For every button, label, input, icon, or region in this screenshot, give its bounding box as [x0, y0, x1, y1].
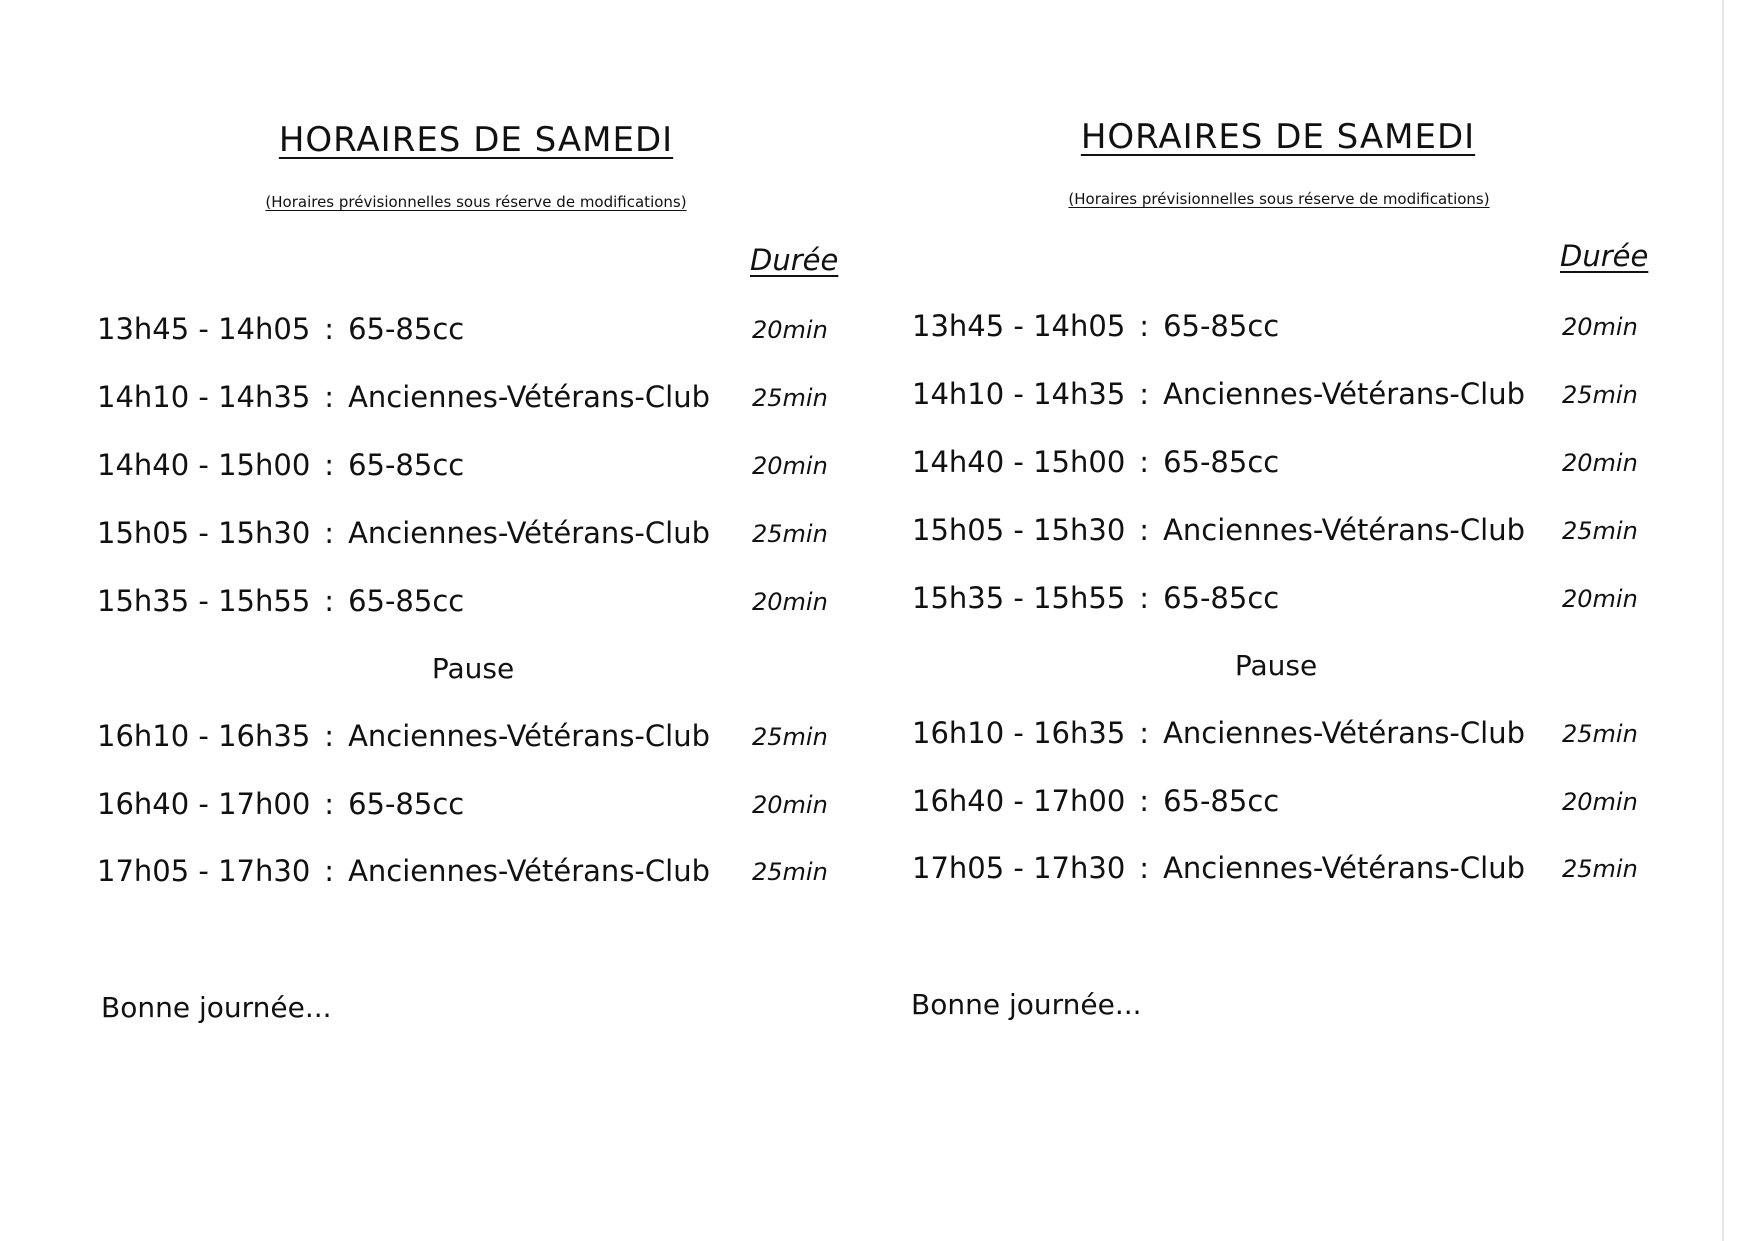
row-separator: :: [324, 312, 335, 346]
row-duration: 20min: [1562, 313, 1638, 341]
schedule-row: [912, 306, 1279, 346]
schedule-row: [97, 784, 464, 824]
row-duration: 20min: [1562, 585, 1638, 613]
row-separator: :: [1139, 784, 1150, 818]
row-time: 16h10 - 16h35: [97, 719, 311, 753]
row-category: Anciennes-Vétérans-Club: [348, 516, 710, 550]
schedule-subtitle: (Horaires prévisionnelles sous réserve de modifications): [265, 193, 687, 211]
pause-label: Pause: [1234, 649, 1318, 682]
row-time: 16h40 - 17h00: [912, 784, 1126, 818]
row-duration: 25min: [1562, 720, 1638, 748]
row-time: 17h05 - 17h30: [97, 854, 311, 888]
row-duration: 20min: [1562, 449, 1638, 477]
schedule-row: [912, 713, 1525, 753]
schedule-row: [97, 513, 710, 553]
row-time: 15h35 - 15h55: [97, 584, 311, 618]
row-category: 65-85cc: [348, 787, 465, 821]
schedule-title: HORAIRES DE SAMEDI: [1080, 117, 1476, 157]
schedule-row: [912, 510, 1525, 550]
duration-header: Durée: [1560, 239, 1649, 273]
row-separator: :: [324, 854, 335, 888]
row-separator: :: [324, 516, 335, 550]
row-duration: 25min: [752, 858, 828, 886]
schedule-row: [912, 442, 1279, 482]
row-category: 65-85cc: [1163, 784, 1280, 818]
row-duration: 20min: [752, 316, 828, 344]
row-duration: 25min: [752, 520, 828, 548]
row-duration: 25min: [752, 384, 828, 412]
row-separator: :: [324, 448, 335, 482]
row-time: 15h05 - 15h30: [97, 516, 311, 550]
row-category: 65-85cc: [1163, 309, 1280, 343]
closing-message: Bonne journée...: [911, 988, 1142, 1021]
row-category: Anciennes-Vétérans-Club: [348, 719, 710, 753]
row-duration: 25min: [1562, 517, 1638, 545]
row-time: 15h05 - 15h30: [912, 513, 1126, 547]
row-time: 13h45 - 14h05: [97, 312, 311, 346]
schedule-title: HORAIRES DE SAMEDI: [278, 120, 674, 160]
schedule-subtitle: (Horaires prévisionnelles sous réserve de modifications): [1068, 190, 1490, 208]
schedule-row: [97, 309, 464, 349]
row-duration: 20min: [1562, 788, 1638, 816]
row-time: 15h35 - 15h55: [912, 581, 1126, 615]
row-duration: 20min: [752, 791, 828, 819]
schedule-row: [912, 781, 1279, 821]
pause-label: Pause: [431, 652, 515, 685]
row-duration: 25min: [1562, 381, 1638, 409]
row-separator: :: [1139, 851, 1150, 885]
row-duration: 25min: [1562, 855, 1638, 883]
schedule-row: [97, 445, 464, 485]
row-category: Anciennes-Vétérans-Club: [1163, 377, 1525, 411]
row-category: Anciennes-Vétérans-Club: [348, 854, 710, 888]
row-time: 14h10 - 14h35: [912, 377, 1126, 411]
row-time: 13h45 - 14h05: [912, 309, 1126, 343]
schedule-row: [97, 377, 710, 417]
row-duration: 20min: [752, 452, 828, 480]
schedule-row: [97, 716, 710, 756]
row-time: 16h10 - 16h35: [912, 716, 1126, 750]
row-category: 65-85cc: [1163, 445, 1280, 479]
row-category: 65-85cc: [1163, 581, 1280, 615]
row-separator: :: [1139, 445, 1150, 479]
schedule-row: [912, 848, 1525, 888]
row-category: Anciennes-Vétérans-Club: [1163, 513, 1525, 547]
row-separator: :: [1139, 513, 1150, 547]
row-separator: :: [324, 787, 335, 821]
row-time: 14h10 - 14h35: [97, 380, 311, 414]
schedule-row: [97, 581, 464, 621]
row-category: Anciennes-Vétérans-Club: [348, 380, 710, 414]
row-separator: :: [1139, 716, 1150, 750]
row-time: 17h05 - 17h30: [912, 851, 1126, 885]
row-separator: :: [324, 584, 335, 618]
row-category: Anciennes-Vétérans-Club: [1163, 716, 1525, 750]
duration-header: Durée: [750, 243, 839, 277]
row-time: 14h40 - 15h00: [97, 448, 311, 482]
row-category: 65-85cc: [348, 312, 465, 346]
row-separator: :: [1139, 581, 1150, 615]
row-separator: :: [1139, 377, 1150, 411]
schedule-panel-right: [877, 0, 1754, 1241]
row-duration: 20min: [752, 588, 828, 616]
schedule-row: [912, 578, 1279, 618]
row-category: 65-85cc: [348, 584, 465, 618]
row-duration: 25min: [752, 723, 828, 751]
row-category: Anciennes-Vétérans-Club: [1163, 851, 1525, 885]
row-separator: :: [1139, 309, 1150, 343]
row-category: 65-85cc: [348, 448, 465, 482]
schedule-row: [97, 851, 710, 891]
row-separator: :: [324, 380, 335, 414]
row-separator: :: [324, 719, 335, 753]
closing-message: Bonne journée...: [101, 991, 332, 1024]
row-time: 14h40 - 15h00: [912, 445, 1126, 479]
row-time: 16h40 - 17h00: [97, 787, 311, 821]
schedule-row: [912, 374, 1525, 414]
